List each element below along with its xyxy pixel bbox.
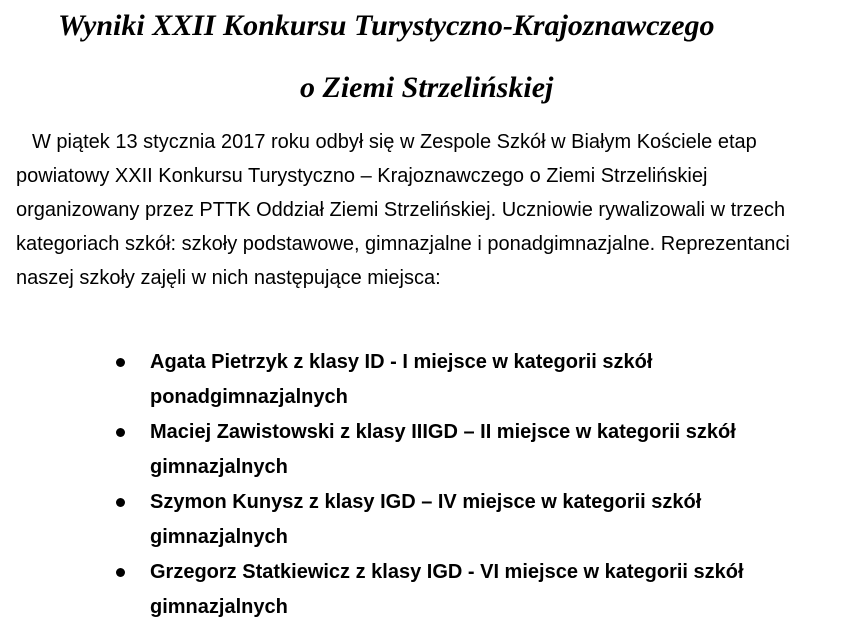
bullet-icon (116, 358, 125, 367)
result-text: Agata Pietrzyk z klasy ID - I miejsce w kategorii szkół ponadgimnazjalnych (150, 351, 653, 408)
intro-paragraph: W piątek 13 stycznia 2017 roku odbył się w Zespole Szkół w Białym Kościele etap powiatowy XXII Konkursu Turystyczno – Krajoznawczego o Ziemi Strzelińskiej organizowany przez PTTK Oddział Ziemi Strzelińskiej. Uczniowie rywalizowali w trzech kategoriach szkół: szkoły podstawowe, gimnazjalne i ponadgimnazjalne. Reprezentanci naszej szkoły zajęli w nich następujące miejsca: (16, 131, 790, 289)
results-list (0, 345, 842, 625)
result-text: Szymon Kunysz z klasy IGD – IV miejsce w kategorii szkół gimnazjalnych (150, 491, 702, 548)
page-subtitle: o Ziemi Strzelińskiej (300, 71, 554, 104)
list-item (0, 345, 820, 415)
bullet-icon (116, 568, 125, 577)
list-item (0, 485, 820, 555)
bullet-icon (116, 498, 125, 507)
list-item (0, 415, 820, 485)
list-item (0, 555, 820, 625)
page-title: Wyniki XXII Konkursu Turystyczno-Krajoznawczego (58, 9, 715, 42)
bullet-icon (116, 428, 125, 437)
result-text: Grzegorz Statkiewicz z klasy IGD - VI miejsce w kategorii szkół gimnazjalnych (150, 561, 744, 618)
result-text: Maciej Zawistowski z klasy IIIGD – II miejsce w kategorii szkół gimnazjalnych (150, 421, 736, 478)
